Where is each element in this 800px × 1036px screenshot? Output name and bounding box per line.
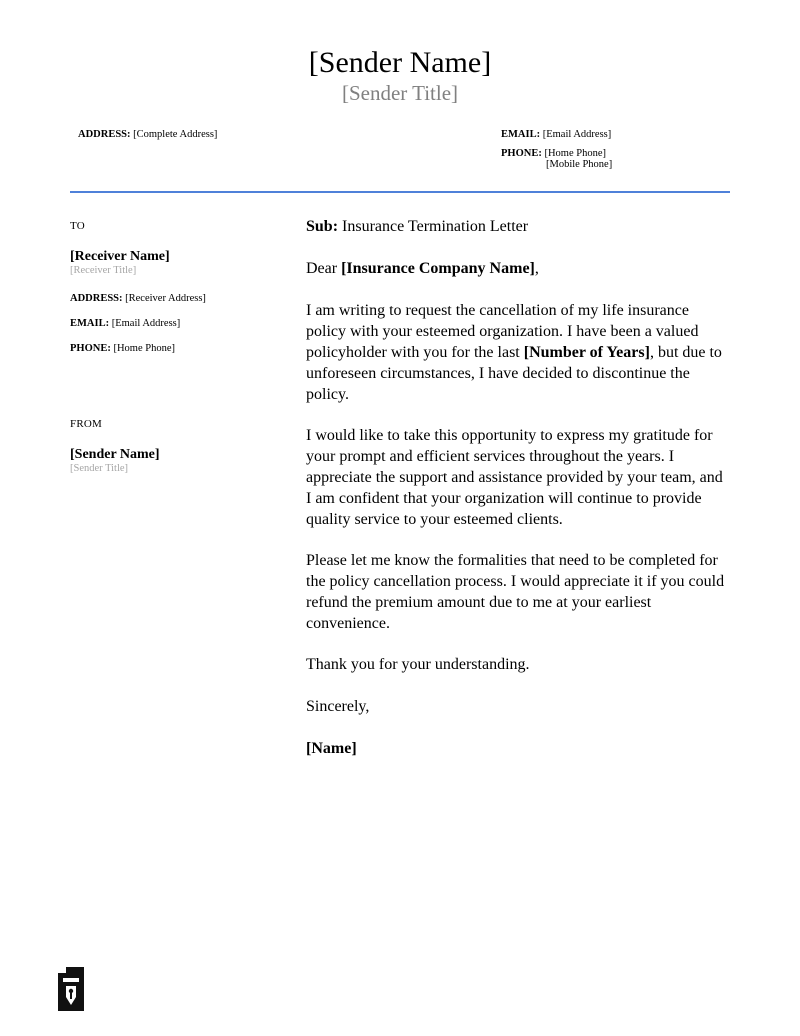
paragraph-1-part-b: , but due to unforeseen circumstances, I have decided to discontinue the policy. [306,344,722,403]
header-address-label: ADDRESS: [78,129,131,140]
sender-title-heading: [Sender Title] [341,81,459,105]
receiver-title: [Receiver Title] [70,265,137,276]
paragraph-3 [306,550,730,634]
header-mobile-phone: [Mobile Phone] [546,159,613,170]
closing: Sincerely, [306,698,370,715]
receiver-address-label: ADDRESS: [70,293,123,304]
header-phone-label: PHONE: [501,148,542,159]
pen-nib-logo-icon [57,966,85,1012]
header-email [501,129,611,141]
receiver-phone-label: PHONE: [70,343,111,354]
receiver-email-value: [Email Address] [111,318,181,329]
receiver-phone [70,343,175,355]
paragraph-2 [306,425,730,530]
salutation-company-name: [Insurance Company Name] [341,260,535,277]
receiver-phone-value: [Home Phone] [113,343,175,354]
subject-text: Insurance Termination Letter [342,218,529,235]
from-sender-name: [Sender Name] [70,447,160,462]
paragraph-1 [306,300,730,405]
receiver-address-value: [Receiver Address] [125,293,206,304]
paragraph-1-part-a: I am writing to request the cancellation of my life insurance policy with your esteemed organization. I have been a valued policyholder with you for the last [306,302,699,361]
salutation [306,258,730,279]
salutation-prefix: Dear [306,260,338,277]
paragraph-2-text: I would like to take this opportunity to express my gratitude for your prompt and efficient services throughout the years. I appreciate the support and assistance provided by your team, and I am confident that your organization will continue to provide quality service to your esteemed clients. [306,427,723,528]
to-label: TO [70,220,85,232]
from-sender-title: [Sender Title] [70,463,129,474]
header-divider [70,191,730,193]
from-label: FROM [70,418,102,430]
number-of-years-placeholder: [Number of Years] [523,344,650,361]
header-address [78,129,217,141]
paragraph-4-text: Thank you for your understanding. [306,656,530,673]
receiver-address [70,293,206,305]
header-home-phone: [Home Phone] [544,148,606,159]
signature-name: [Name] [306,740,357,757]
header-email-value: [Email Address] [542,129,612,140]
receiver-email-label: EMAIL: [70,318,110,329]
subject-line [306,216,730,237]
receiver-name: [Receiver Name] [70,249,170,264]
receiver-email [70,318,180,330]
paragraph-4 [306,654,730,675]
paragraph-3-text: Please let me know the formalities that need to be completed for the policy cancellation process. I would appreciate it if you could refund the premium amount due to me at your earliest convenience. [306,552,725,632]
sender-name-heading: [Sender Name] [308,46,492,79]
header-email-label: EMAIL: [501,129,541,140]
salutation-suffix: , [534,260,539,277]
subject-label: Sub: [306,218,339,235]
header-address-value: [Complete Address] [133,129,218,140]
